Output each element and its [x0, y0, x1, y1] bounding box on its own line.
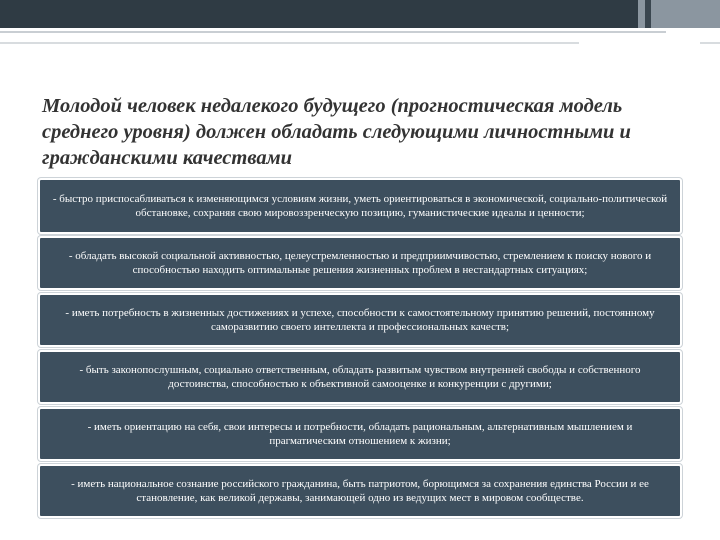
- header-accent-stripe: [645, 0, 651, 28]
- header-bar: [0, 0, 720, 28]
- quality-block: [38, 407, 682, 461]
- quality-block: [38, 178, 682, 234]
- quality-text: - быть законопослушным, социально ответственным, обладать развитым чувством внутренней свободы и собственного достоинства, способностью к объективной самооценке и конкуренции с другими;: [79, 364, 641, 390]
- quality-text: - иметь потребность в жизненных достижениях и успехе, способности к самостоятельному принятию решений, постоянному саморазвитию своего интеллекта и профессиональных качеств;: [65, 307, 655, 333]
- divider-line: [0, 31, 666, 33]
- divider-line: [700, 42, 720, 44]
- quality-block: [38, 293, 682, 347]
- quality-text: - быстро приспосабливаться к изменяющимся условиям жизни, уметь ориентироваться в экономической, социально-политической обстановке, сохраняя свою мировоззренческую позицию, гуманистические идеалы и ценности;: [52, 193, 668, 219]
- quality-block: [38, 236, 682, 290]
- quality-text: - обладать высокой социальной активностью, целеустремленностью и предприимчивостью, стремлением к поиску нового и способностью находить оптимальные решения жизненных проблем в нестандартных ситуациях;: [68, 250, 652, 276]
- quality-block: [38, 464, 682, 518]
- quality-block: [38, 350, 682, 404]
- quality-text: - иметь национальное сознание российского гражданина, быть патриотом, борющимся за сохранения единства России и ее становление, как великой державы, занимающей одно из ведущих мест в мировом сообществе.: [71, 478, 649, 504]
- divider-line: [0, 42, 579, 44]
- quality-text: - иметь ориентацию на себя, свои интересы и потребности, обладать рациональным, альтернативным мышлением и прагматическим отношением к жизни;: [87, 421, 633, 447]
- slide-title: Молодой человек недалекого будущего (прогностическая модель среднего уровня) должен обладать следующими личностными и гражданскими качествами: [42, 95, 631, 169]
